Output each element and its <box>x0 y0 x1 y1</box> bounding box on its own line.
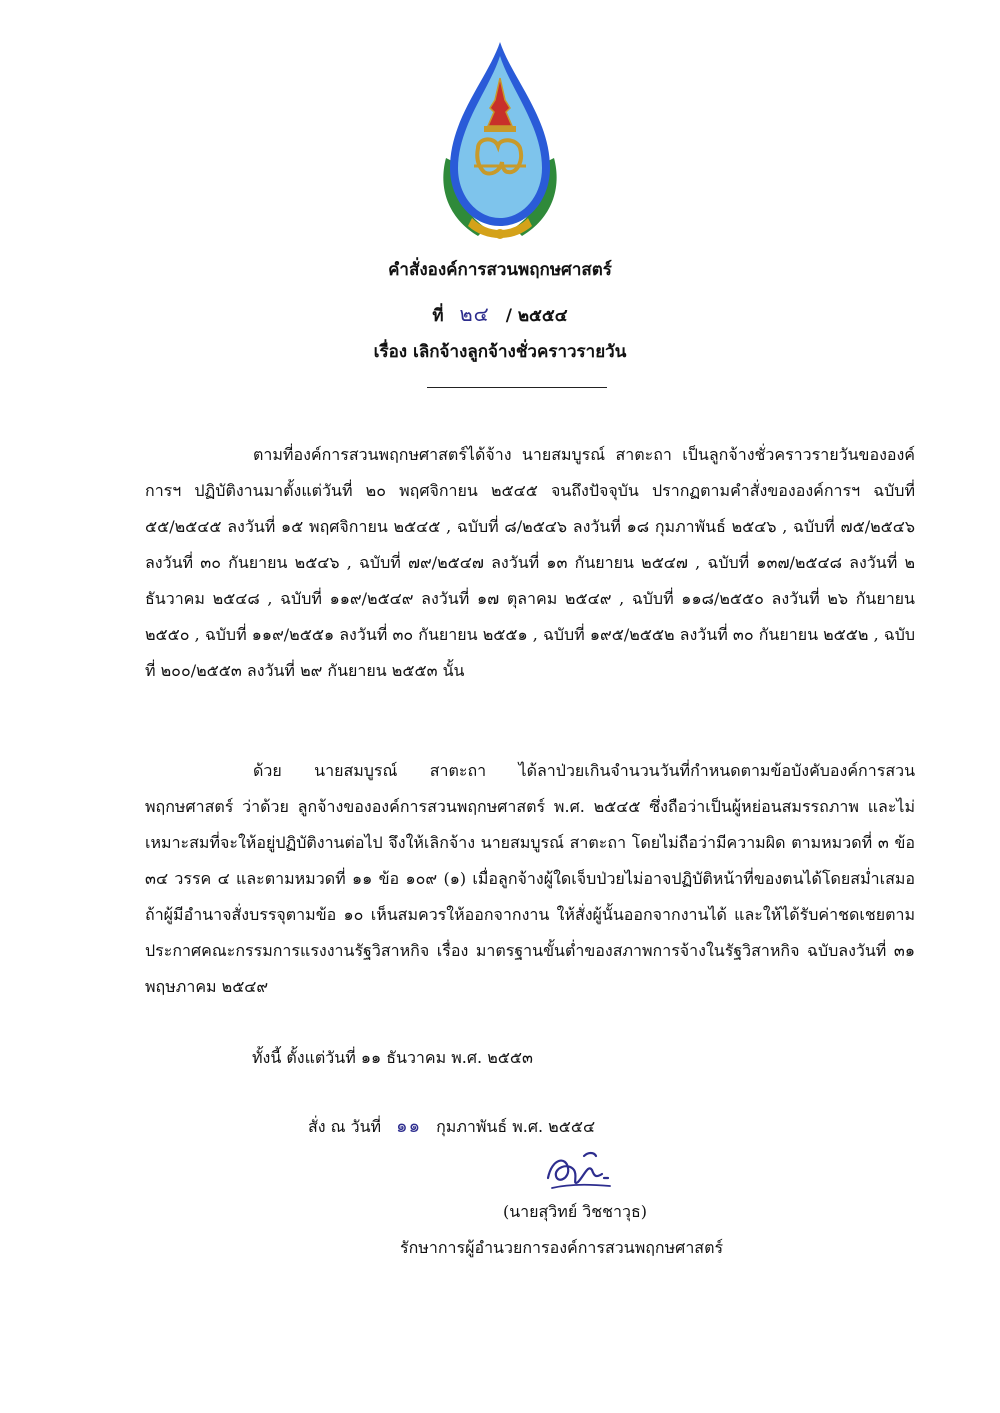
order-subject: เรื่อง เลิกจ้างลูกจ้างชั่วคราวรายวัน <box>373 342 627 362</box>
order-date-prefix: สั่ง ณ วันที่ <box>308 1117 382 1136</box>
handwritten-signature-icon <box>538 1148 628 1193</box>
order-number-year: / ๒๕๕๔ <box>505 306 568 326</box>
order-date-month-year: กุมภาพันธ์ พ.ศ. ๒๕๕๔ <box>436 1117 596 1136</box>
order-date-day-handwritten: ๑๑ <box>396 1116 422 1137</box>
order-number-prefix: ที่ <box>432 306 444 326</box>
title-divider <box>427 387 607 388</box>
signatory-name: (นายสุวิทย์ วิชชาวุธ) <box>503 1202 647 1221</box>
body-paragraph-1: ตามที่องค์การสวนพฤกษศาสตร์ได้จ้าง นายสมบูรณ์ สาตะถา เป็นลูกจ้างชั่วคราวรายวันขององค์การฯ ปฏิบัติงานมาตั้งแต่วันที่ ๒๐ พฤศจิกายน ๒๕๔๕ จนถึงปัจจุบัน ปรากฏตามคำสั่งขององค์การฯ ฉบับที่ ๕๕/๒๕๔๕ ลงวันที่ ๑๕ พฤศจิกายน ๒๕๔๕ , ฉบับที่ ๘/๒๕๔๖ ลงวันที่ ๑๘ กุมภาพันธ์ ๒๕๔๖ , ฉบับที่ ๗๕/๒๕๔๖ ลงวันที่ ๓๐ กันยายน ๒๕๔๖ , ฉบับที่ ๗๙/๒๕๔๗ ลงวันที่ ๑๓ กันยายน ๒๕๔๗ , ฉบับที่ ๑๓๗/๒๕๔๘ ลงวันที่ ๒ ธันวาคม ๒๕๔๘ , ฉบับที่ ๑๑๙/๒๕๔๙ ลงวันที่ ๑๗ ตุลาคม ๒๕๔๙ , ฉบับที่ ๑๑๘/๒๕๕๐ ลงวันที่ ๒๖ กันยายน ๒๕๕๐ , ฉบับที่ ๑๑๙/๒๕๕๑ ลงวันที่ ๓๐ กันยายน ๒๕๕๑ , ฉบับที่ ๑๙๕/๒๕๕๒ ลงวันที่ ๓๐ กันยายน ๒๕๕๒ , ฉบับที่ ๒๐๐/๒๕๕๓ ลงวันที่ ๒๙ กันยายน ๒๕๕๓ นั้น <box>145 445 916 680</box>
effective-date: ทั้งนี้ ตั้งแต่วันที่ ๑๑ ธันวาคม พ.ศ. ๒๕๕๓ <box>252 1048 533 1067</box>
order-number-handwritten: ๒๔ <box>459 302 490 326</box>
order-number-row <box>0 298 1000 330</box>
signatory-position: รักษาการผู้อำนวยการองค์การสวนพฤกษศาสตร์ <box>400 1238 724 1257</box>
order-title: คำสั่งองค์การสวนพฤกษศาสตร์ <box>388 260 612 280</box>
organization-emblem-icon <box>438 38 562 248</box>
order-date-row <box>308 1111 595 1140</box>
body-paragraph-2: ด้วย นายสมบูรณ์ สาตะถา ได้ลาป่วยเกินจำนวนวันที่กำหนดตามข้อบังคับองค์การสวนพฤกษศาสตร์ ว่าด้วย ลูกจ้างขององค์การสวนพฤกษศาสตร์ พ.ศ. ๒๕๔๕ ซึ่งถือว่าเป็นผู้หย่อนสมรรถภาพ และไม่เหมาะสมที่จะให้อยู่ปฏิบัติงานต่อไป จึงให้เลิกจ้าง นายสมบูรณ์ สาตะถา โดยไม่ถือว่ามีความผิด ตามหมวดที่ ๓ ข้อ ๓๔ วรรค ๔ และตามหมวดที่ ๑๑ ข้อ ๑๐๙ (๑) เมื่อลูกจ้างผู้ใดเจ็บป่วยไม่อาจปฏิบัติหน้าที่ของตนได้โดยสม่ำเสมอ ถ้าผู้มีอำนาจสั่งบรรจุตามข้อ ๑๐ เห็นสมควรให้ออกจากงาน ให้สั่งผู้นั้นออกจากงานได้ และให้ได้รับค่าชดเชยตามประกาศคณะกรรมการแรงงานรัฐวิสาหกิจ เรื่อง มาตรฐานขั้นต่ำของสภาพการจ้างในรัฐวิสาหกิจ ฉบับลงวันที่ ๓๑ พฤษภาคม ๒๕๔๙ <box>145 761 915 996</box>
